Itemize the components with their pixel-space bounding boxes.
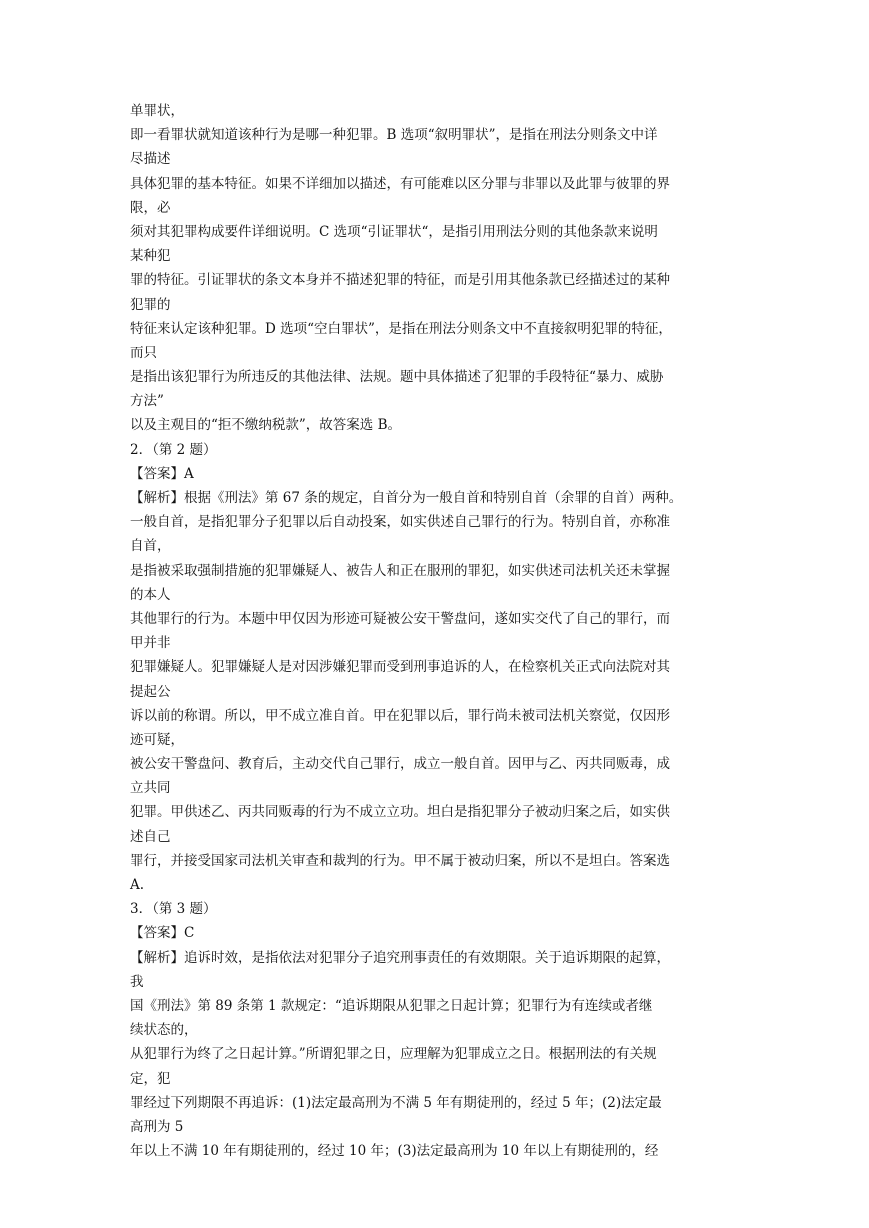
text-line: 立共同 (130, 780, 171, 797)
text-line: 迹可疑， (130, 731, 184, 748)
text-line: 是指出该犯罪行为所违反的其他法律、法规。题中具体描述了犯罪的手段特征“暴力、威胁 (130, 369, 664, 386)
text-line: 特征来认定该种犯罪。D 选项“空白罪状”，是指在刑法分则条文中不直接叙明犯罪的特征， (130, 320, 672, 337)
text-line: 犯罪嫌疑人。犯罪嫌疑人是对因涉嫌犯罪而受到刑事追诉的人，在检察机关正式向法院对其 (130, 659, 670, 676)
document-body (130, 99, 740, 1163)
text-line: 2．（第 2 题） (130, 441, 217, 458)
text-line: 罪行，并接受国家司法机关审查和裁判的行为。甲不属于被动归案，所以不是坦白。答案选 (130, 852, 670, 869)
text-line: 是指被采取强制措施的犯罪嫌疑人、被告人和正在服刑的罪犯，如实供述司法机关还未掌握 (130, 562, 670, 579)
text-line: A. (130, 877, 145, 893)
text-line: 的本人 (130, 586, 171, 603)
text-line: 罪的特征。引证罪状的条文本身并不描述犯罪的特征，而是引用其他条款已经描述过的某种 (130, 272, 670, 289)
text-line: 限，必 (130, 199, 171, 216)
text-line: 我 (130, 973, 144, 990)
text-line: 犯罪。甲供述乙、丙共同贩毒的行为不成立立功。坦白是指犯罪分子被动归案之后，如实供 (130, 804, 670, 821)
text-line: 方法” (130, 393, 164, 410)
text-line: 高刑为 5 (130, 1118, 184, 1135)
text-line: 国《刑法》第 89 条第 1 款规定：“追诉期限从犯罪之日起计算；犯罪行为有连续或者继 (130, 997, 653, 1014)
text-line: 以及主观目的“拒不缴纳税款”，故答案选 B。 (130, 417, 402, 434)
text-line: 续状态的， (130, 1022, 198, 1039)
text-line: 单罪状， (130, 103, 184, 119)
text-line: 具体犯罪的基本特征。如果不详细加以描述，有可能难以区分罪与非罪以及此罪与彼罪的界 (130, 175, 670, 192)
text-line: 某种犯 (130, 248, 171, 265)
text-line: 须对其犯罪构成要件详细说明。C 选项“引证罪状“，是指引用刑法分则的其他条款来说明 (130, 223, 658, 240)
text-line: 述自己 (130, 828, 171, 845)
text-line: 甲并非 (130, 635, 171, 652)
text-line: 年以上不满 10 年有期徒刑的，经过 10 年；(3)法定最高刑为 10 年以上有期徒刑的，经 (130, 1143, 659, 1160)
text-line: 诉以前的称谓。所以，甲不成立准自首。甲在犯罪以后，罪行尚未被司法机关察觉，仅因形 (130, 707, 670, 724)
text-line: 即一看罪状就知道该种行为是哪一种犯罪。B 选项“叙明罪状”，是指在刑法分则条文中详 (130, 127, 658, 144)
text-line: 而只 (130, 344, 157, 361)
text-line: 【解析】根据《刑法》第 67 条的规定，自首分为一般自首和特别自首（余罪的自首）两种。 (130, 490, 683, 506)
text-line: 自首， (130, 538, 171, 555)
text-line: 提起公 (130, 683, 171, 700)
text-line: 被公安干警盘问、教育后，主动交代自己罪行，成立一般自首。因甲与乙、丙共同贩毒，成 (130, 756, 670, 773)
text-line: 其他罪行的行为。本题中甲仅因为形迹可疑被公安干警盘问，遂如实交代了自己的罪行，而 (130, 610, 670, 627)
text-line: 定，犯 (130, 1070, 171, 1087)
text-line: 犯罪的 (130, 296, 171, 313)
text-line: 尽描述 (130, 151, 171, 168)
text-line: 罪经过下列期限不再追诉：(1)法定最高刑为不满 5 年有期徒刑的，经过 5 年；(2)法定最 (130, 1094, 662, 1111)
text-line: 3．（第 3 题） (130, 901, 217, 918)
text-line: 【答案】C (130, 925, 195, 942)
text-line: 【答案】A (130, 465, 194, 482)
text-line: 从犯罪行为终了之日起计算。”所谓犯罪之日，应理解为犯罪成立之日。根据刑法的有关规 (130, 1046, 657, 1063)
text-line: 一般自首，是指犯罪分子犯罪以后自动投案，如实供述自己罪行的行为。特别自首，亦称准 (130, 514, 670, 531)
text-line: 【解析】追诉时效，是指依法对犯罪分子追究刑事责任的有效期限。关于追诉期限的起算， (130, 949, 670, 966)
